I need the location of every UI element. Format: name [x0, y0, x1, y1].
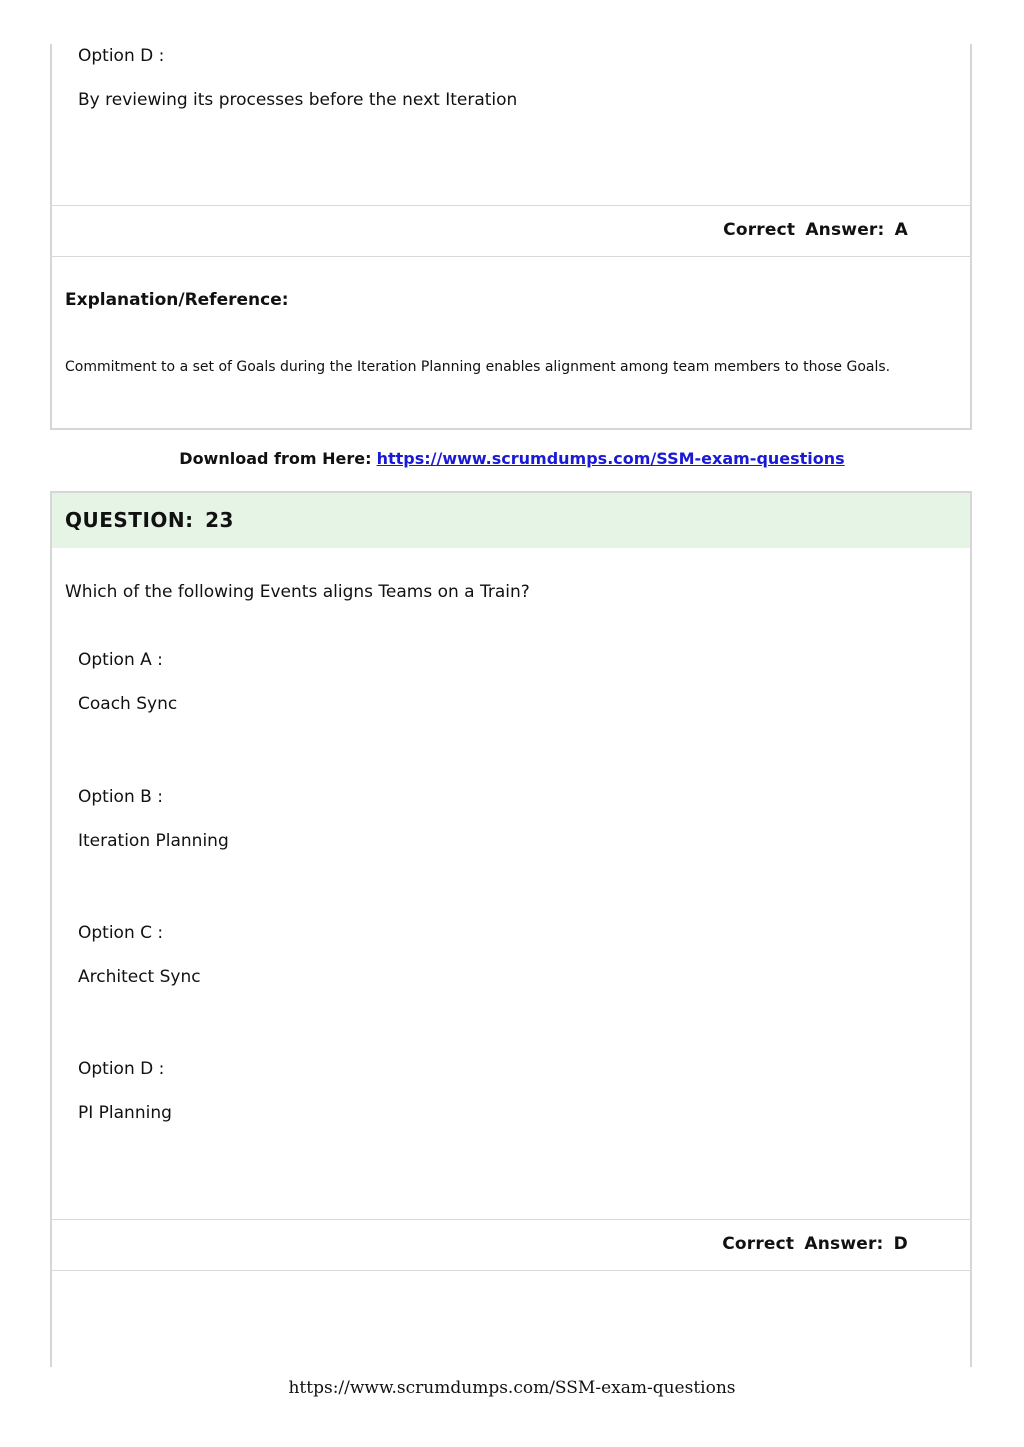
previous-question-card — [50, 44, 972, 430]
divider — [52, 205, 970, 206]
correct-answer: Correct Answer: A — [723, 220, 908, 240]
option-d-label: Option D : — [78, 1059, 165, 1079]
option-d-label: Option D : — [78, 46, 165, 66]
explanation-title: Explanation/Reference: — [65, 290, 289, 310]
question-card — [50, 491, 972, 1367]
option-b-label: Option B : — [78, 787, 163, 807]
explanation-text: Commitment to a set of Goals during the Iteration Planning enables alignment among team members to those Goals. — [65, 359, 891, 375]
divider — [52, 256, 970, 257]
download-line — [0, 449, 1024, 468]
footer-url: https://www.scrumdumps.com/SSM-exam-questions — [288, 1378, 736, 1398]
option-d-text: PI Planning — [78, 1103, 172, 1123]
option-b-text: Iteration Planning — [78, 831, 229, 851]
download-link[interactable]: https://www.scrumdumps.com/SSM-exam-questions — [376, 449, 845, 468]
option-c-text: Architect Sync — [78, 967, 201, 987]
correct-answer: Correct Answer: D — [722, 1234, 908, 1254]
question-text: Which of the following Events aligns Teams on a Train? — [65, 582, 530, 602]
question-title: QUESTION: 23 — [65, 508, 234, 532]
option-a-text: Coach Sync — [78, 694, 178, 714]
question-header — [52, 493, 970, 548]
option-a-label: Option A : — [78, 650, 163, 670]
divider — [52, 1270, 970, 1271]
divider — [52, 1219, 970, 1220]
option-c-label: Option C : — [78, 923, 164, 943]
download-label: Download from Here: — [179, 449, 372, 468]
option-d-text: By reviewing its processes before the next Iteration — [78, 90, 518, 110]
